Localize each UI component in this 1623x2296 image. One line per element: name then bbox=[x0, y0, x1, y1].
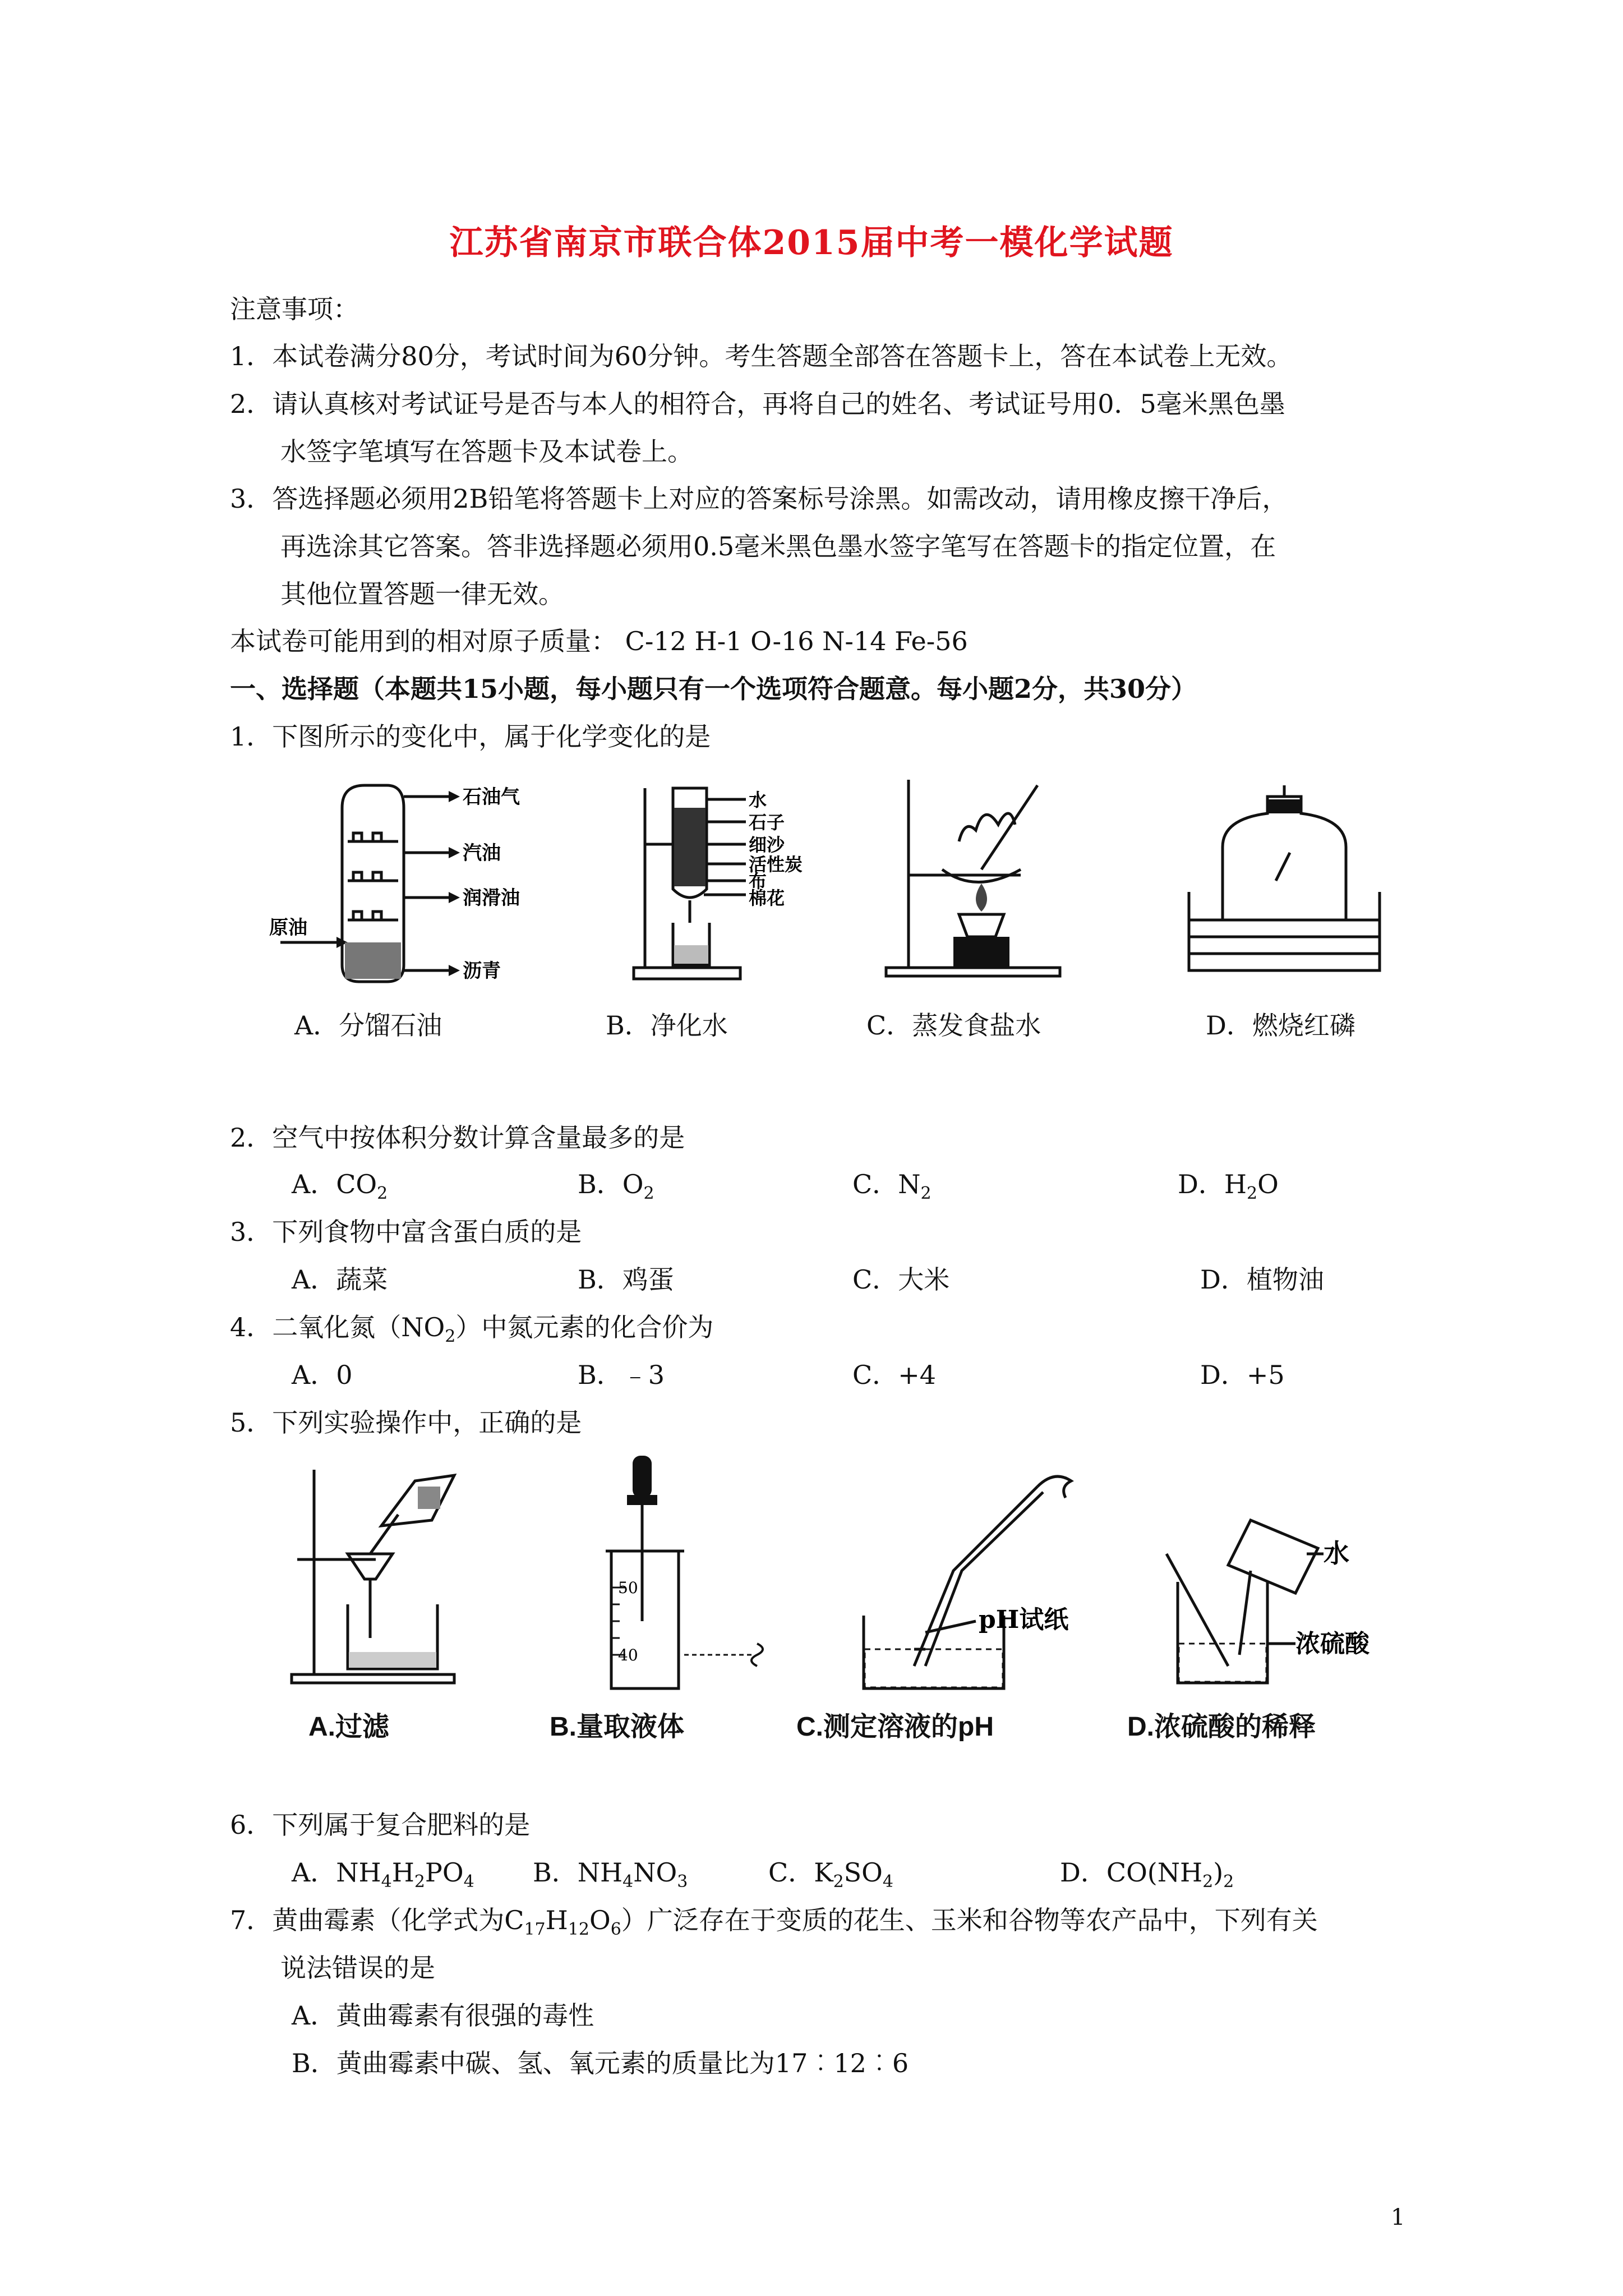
graduated-cylinder-figure bbox=[566, 1453, 802, 1700]
label-crude-oil: 原油 bbox=[269, 917, 307, 939]
label-cotton: 棉花 bbox=[749, 887, 785, 909]
filtration-figure bbox=[286, 1458, 477, 1694]
q7-stem-b: 说法错误的是 bbox=[280, 1953, 435, 1983]
page-number: 1 bbox=[1391, 2205, 1405, 2230]
label-conc-sulfuric-acid: 浓硫酸 bbox=[1295, 1630, 1370, 1658]
q3-option-c: C．大米 bbox=[852, 1264, 950, 1295]
q6-stem: 6．下列属于复合肥料的是 bbox=[230, 1810, 531, 1840]
q2-option-c: C．$N_2$ bbox=[852, 1169, 932, 1203]
q6-option-b: B．$NH_4NO_3$ bbox=[533, 1857, 688, 1892]
label-water: 水 bbox=[749, 789, 767, 811]
q3-option-d: D．植物油 bbox=[1200, 1264, 1324, 1295]
label-activated-carbon: 活性炭 bbox=[749, 854, 803, 875]
q3-stem: 3．下列食物中富含蛋白质的是 bbox=[230, 1217, 582, 1247]
q7-stem: 7．黄曲霉素（化学式为$C_{17}H_{12}O_6$）广泛存在于变质的花生、玉米和谷物等农产品中，下列有关 bbox=[230, 1905, 1318, 1939]
q4-option-a: A．0 bbox=[292, 1360, 353, 1390]
tick-50: 50 bbox=[618, 1579, 638, 1597]
notice-item-3b: 再选涂其它答案。答非选择题必须用0.5毫米黑色墨水签字笔写在答题卡的指定位置，在 bbox=[280, 531, 1276, 562]
q4-option-c: C．+4 bbox=[852, 1360, 937, 1390]
label-gasoline: 汽油 bbox=[463, 842, 501, 864]
q2-option-d: D．$H_2O$ bbox=[1178, 1169, 1279, 1203]
notice-item-3a: 3．答选择题必须用2B铅笔将答题卡上对应的答案标号涂黑。如需改动，请用橡皮擦干净后， bbox=[230, 484, 1288, 514]
q1-caption-a: A．分馏石油 bbox=[294, 1010, 442, 1041]
notice-item-2a: 2．请认真核对考试证号是否与本人的相符合，再将自己的姓名、考试证号用0．5毫米黑色墨 bbox=[230, 389, 1285, 419]
atomic-masses: 本试卷可能用到的相对原子质量： C-12 H-1 O-16 N-14 Fe-56 bbox=[230, 626, 968, 656]
q2-option-a: A．$CO_2$ bbox=[292, 1169, 388, 1203]
q1-caption-c: C．蒸发食盐水 bbox=[866, 1010, 1041, 1041]
label-petroleum-gas: 石油气 bbox=[463, 786, 520, 808]
section-1-heading: 一、选择题（本题共15小题，每小题只有一个选项符合题意。每小题2分，共30分） bbox=[230, 674, 1197, 704]
q4-stem: 4．二氧化氮$(NO_2)$中氮元素的化合价为 bbox=[230, 1312, 714, 1346]
q3-option-b: B．鸡蛋 bbox=[578, 1264, 674, 1295]
q5-stem: 5．下列实验操作中，正确的是 bbox=[230, 1407, 582, 1438]
q1-caption-d: D．燃烧红磷 bbox=[1206, 1010, 1355, 1041]
fractionating-column-figure bbox=[264, 774, 578, 999]
evaporation-figure bbox=[875, 774, 1066, 987]
tick-40: 40 bbox=[618, 1646, 638, 1664]
notice-item-2b: 水签字笔填写在答题卡及本试卷上。 bbox=[280, 436, 693, 467]
q6-option-d: D．$CO(NH_2)_2$ bbox=[1060, 1857, 1234, 1892]
q5-caption-d: D.浓硫酸的稀释 bbox=[1127, 1712, 1316, 1742]
q2-stem: 2．空气中按体积分数计算含量最多的是 bbox=[230, 1122, 685, 1153]
q5-caption-c: C.测定溶液的pH bbox=[796, 1712, 994, 1742]
ph-test-figure bbox=[858, 1464, 1138, 1694]
notice-item-3c: 其他位置答题一律无效。 bbox=[280, 579, 564, 609]
q7-option-a: A．黄曲霉素有很强的毒性 bbox=[292, 2000, 594, 2031]
acid-dilution-figure bbox=[1155, 1515, 1402, 1694]
q4-option-b: B．﹣3 bbox=[578, 1360, 665, 1390]
q3-option-a: A．蔬菜 bbox=[292, 1264, 388, 1295]
q7-option-b: B．黄曲霉素中碳、氢、氧元素的质量比为17︰12︰6 bbox=[292, 2048, 909, 2078]
q4-option-d: D．+5 bbox=[1200, 1360, 1285, 1390]
q1-caption-b: B．净化水 bbox=[606, 1010, 728, 1041]
q5-caption-a: A.过滤 bbox=[308, 1712, 390, 1742]
q5-caption-b: B.量取液体 bbox=[550, 1712, 685, 1742]
q1-stem: 1．下图所示的变化中，属于化学变化的是 bbox=[230, 721, 711, 752]
label-water: 水 bbox=[1324, 1538, 1349, 1568]
water-purifier-figure bbox=[611, 777, 858, 990]
red-phosphorus-figure bbox=[1178, 780, 1391, 982]
q2-option-b: B．$O_2$ bbox=[578, 1169, 654, 1203]
label-asphalt: 沥青 bbox=[463, 960, 501, 982]
q6-option-c: C．$K_2SO_4$ bbox=[768, 1857, 893, 1892]
label-pebbles: 石子 bbox=[749, 812, 785, 833]
label-ph-paper: pH试纸 bbox=[979, 1605, 1069, 1634]
label-lubricant: 润滑油 bbox=[463, 887, 520, 909]
label-cloth: 布 bbox=[749, 871, 767, 892]
notice-heading: 注意事项： bbox=[230, 294, 359, 324]
exam-title: 江苏省南京市联合体2015届中考一模化学试题 bbox=[449, 223, 1174, 263]
label-fine-sand: 细沙 bbox=[749, 834, 785, 855]
notice-item-1: 1．本试卷满分80分，考试时间为60分钟。考生答题全部答在答题卡上，答在本试卷上无效。 bbox=[230, 341, 1293, 371]
q6-option-a: A．$NH_4H_2PO_4$ bbox=[292, 1857, 474, 1892]
